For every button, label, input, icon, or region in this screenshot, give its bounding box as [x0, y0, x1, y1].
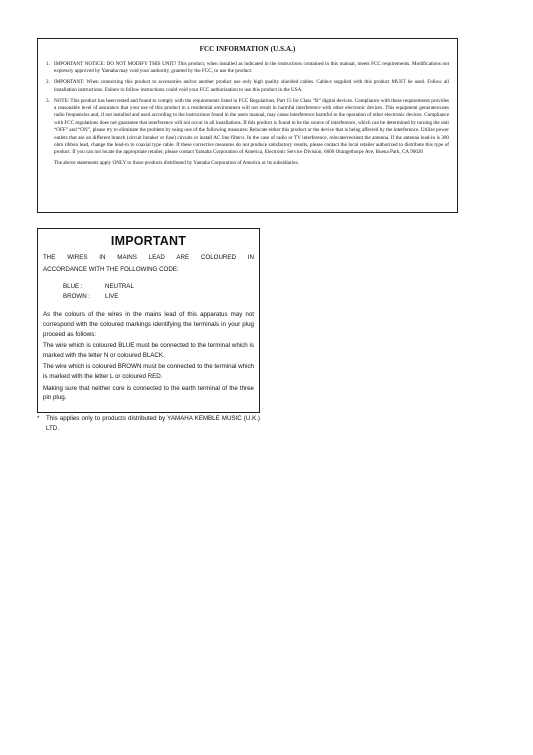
fcc-item-number: 3.	[46, 97, 50, 104]
important-paragraph-2: The wire which is coloured BLUE must be connected to the terminal which is marked with the letter N or coloured BLACK.	[43, 342, 254, 359]
important-box	[37, 228, 260, 413]
fcc-item-3	[46, 98, 449, 157]
fcc-item-number: 1.	[46, 61, 50, 67]
important-paragraph-4: Making sure that neither core is connected to the earth terminal of the three pin plug.	[43, 384, 254, 402]
wire-meaning: LIVE	[105, 292, 119, 300]
important-paragraph-1: As the colours of the wires in the mains lead of this apparatus may not correspond with the coloured markings identifying the terminals in your plug proceed as follows:	[43, 311, 254, 338]
important-title: IMPORTANT	[110, 234, 187, 248]
fcc-item-number: 2.	[46, 79, 50, 86]
fcc-item-2	[46, 79, 449, 94]
important-paragraph-3: The wire which is coloured BROWN must be connected to the terminal which is marked with the letter L or coloured RED.	[43, 363, 254, 380]
footnote	[37, 414, 260, 433]
footnote-asterisk: *	[37, 415, 40, 422]
important-lead-line-1: THE WIRES IN MAINS LEAD ARE COLOURED IN	[43, 254, 254, 261]
fcc-item-1	[46, 61, 449, 76]
wire-colour: BROWN :	[63, 292, 91, 300]
fcc-note: The above statements apply ONLY to those products distributed by Yamaha Corporation of America or its subsidiaries.	[54, 160, 299, 167]
fcc-information-box	[37, 38, 458, 213]
fcc-title: FCC INFORMATION (U.S.A.)	[199, 45, 296, 53]
fcc-item-text: NOTE: This product has been tested and found to comply with the requirements listed in FCC Regulations, Part 15 for Class “B” digital devices. Compliance with these requirements provides a reasonable level of assurance that your use of this product in a residential environment will not result in harmful interference with other electronic devices. This equipment generates/uses radio frequencies and, if not installed and used according to the instructions found in the users manual, may cause interference harmful to the operation of other electronic devices. Compliance with FCC regulations does not guarantee that interference will not occur in all installations. If this product is found to be the source of interference, which can be determined by turning the unit “OFF” and “ON”, please try to eliminate the problem by using one of the following measures: Relocate either this product or the device that is being affected by the interference. Utilize power outlets that are on different branch (circuit breaker or fuse) circuits or install AC line filter/s. In the case of radio or TV interference, relocate/reorient the antenna. If the antenna lead-in is 300 ohm ribbon lead, change the lead-in to coaxial type cable. If these corrective measures do not produce satisfactory results, please contact the local retailer authorized to distribute this type of product. If you can not locate the appropriate retailer, please contact Yamaha Corporation of America, Electronic Service Division, 6600 Orangethorpe Ave, Buena Park, CA 90620	[54, 97, 449, 156]
wire-colour-table	[63, 282, 254, 301]
wire-row-brown	[63, 292, 254, 302]
fcc-item-text: IMPORTANT NOTICE: DO NOT MODIFY THIS UNIT! This product, when installed as indicated in the instructions contained in this manual, meets FCC requirements. Modifications not expressly approved by Yamaha may void your authority, granted by the FCC, to use the product.	[54, 61, 449, 75]
wire-row-blue	[63, 282, 254, 292]
wire-meaning: NEUTRAL	[105, 283, 134, 291]
fcc-item-text: IMPORTANT: When connecting this product to accessories and/or another product use only high quality shielded cables. Cable/s supplied with this product MUST be used. Follow all installation instructions. Failure to follow instructions could void your FCC authorization to use this product in the USA.	[54, 79, 449, 93]
footnote-text: This applies only to products distributed by YAMAHA KEMBLE MUSIC (U.K.) LTD.	[46, 415, 260, 432]
important-lead-line-2: ACCORDANCE WITH THE FOLLOWING CODE:	[43, 265, 179, 273]
wire-colour: BLUE :	[63, 283, 83, 291]
